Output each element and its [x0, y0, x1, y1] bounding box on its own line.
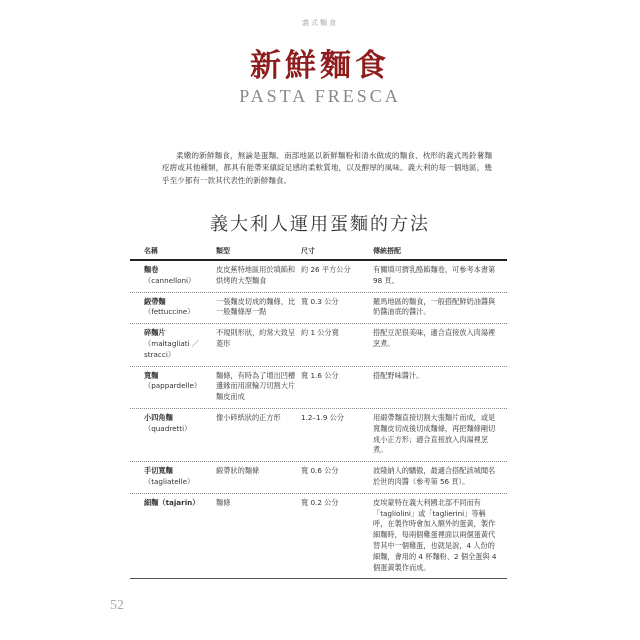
page-number: 52 — [110, 598, 124, 613]
name-it: （tagliatelle） — [144, 476, 195, 486]
intro-paragraph: 柔嫩的新鮮麵食，無論是蛋麵、南部地區以新鮮麵粉和清水做成的麵食、枕形的義式馬鈴薯麵疙瘩或其他種類，都具有能帶來縝綻足感的柔軟質地，以及醇厚的風味。義大利的每一個地區，幾乎至少都有一款其代表性的新鮮麵食。 — [162, 151, 492, 185]
pairing-cell: 波隆納人的驕傲，最適合搭配該城聞名於世的肉醬（參考第 56 頁）。 — [373, 466, 496, 486]
name-it: （maltagliati ／ stracci） — [144, 338, 200, 359]
name-it: （pappardelle） — [144, 381, 202, 391]
type-cell: 皮皮蕉特地區用於填餡和烘烤的大型麵食 — [216, 265, 296, 285]
name-zh: 麵卷 — [144, 265, 159, 274]
pairing-cell: 有關填可擠乳酪餡麵卷，可參考本書第 98 頁。 — [373, 265, 496, 285]
name-cell — [130, 328, 200, 360]
type-cell: 麵條 — [216, 497, 231, 507]
table-header — [130, 244, 507, 261]
size-cell: 寬 0.2 公分 — [301, 497, 339, 507]
size-cell: 約 1 公分寬 — [301, 328, 339, 338]
header-name: 名稱 — [144, 247, 158, 255]
table-row — [130, 324, 507, 366]
type-cell: 一張麵皮切成的麵條，比一般麵條厚一點 — [216, 296, 296, 317]
name-zh: 碎麵片 — [144, 328, 166, 338]
table-row — [130, 409, 507, 462]
table-row — [130, 261, 507, 293]
name-cell — [130, 297, 200, 319]
name-cell — [130, 265, 200, 287]
name-cell — [130, 371, 200, 403]
pairing-cell: 用緞帶麵直接切割大張麵片而成，或是寬麵皮切成後切成麵條，再把麵條剛切成小正方形；適合直接放入肉湯裡烹煮。 — [373, 412, 496, 455]
name-zh: 手切寬麵 — [144, 466, 173, 476]
header-type: 類型 — [216, 247, 230, 255]
name-cell — [130, 466, 200, 488]
table-row — [130, 293, 507, 325]
name-zh: 小四角麵 — [144, 412, 173, 422]
section-title: 義大利人運用蛋麵的方法 — [210, 214, 430, 235]
pairing-cell: 搭配野味醬汁。 — [373, 370, 424, 380]
name-cell — [130, 413, 200, 456]
name-it: （quadretti） — [144, 423, 192, 433]
pasta-table — [130, 244, 507, 579]
page-title: 新鮮麵食 — [250, 48, 390, 84]
pairing-cell: 皮埃蒙特在義大利國北部不同而有「tagliolini」或「taglierini」等稱呼，在製作時會加入額外的蛋黃，製作細麵時，每兩個雞蛋裡面以兩個蛋黃代替其中一個雞蛋，也就是說，4 人份的細麵，會用的 4 杯麵粉、2 個全蛋與 4 個蛋黃製作而成。 — [373, 497, 497, 572]
page-subtitle: PASTA FRESCA — [239, 86, 401, 106]
size-cell: 寬 0.6 公分 — [301, 466, 339, 476]
header-size: 尺寸 — [301, 247, 315, 255]
size-cell: 1.2–1.9 公分 — [301, 412, 345, 422]
name-it: （cannelloni） — [144, 275, 196, 285]
size-cell: 寬 0.3 公分 — [301, 296, 339, 306]
pairing-cell: 搭配豆泥很美味，適合直接放入肉湯裡烹煮。 — [373, 328, 496, 348]
name-zh: 寬麵 — [144, 370, 159, 380]
size-cell: 約 26 平方公分 — [301, 265, 351, 274]
size-cell: 寬 1.6 公分 — [301, 370, 339, 380]
type-cell: 緞帶狀的麵條 — [216, 466, 260, 476]
type-cell: 麵條，有時為了增出凹槽邊緣而用滾輪刀切割大片麵皮而成 — [216, 370, 296, 402]
pairing-cell: 羅馬地區的麵食，一般搭配鮮奶油醬與奶醬油底的醬汁。 — [373, 296, 496, 317]
header-pairing: 傳統搭配 — [373, 247, 401, 255]
name-zh: 細麵（tajarin） — [144, 497, 200, 507]
name-it: （fettuccine） — [144, 307, 195, 317]
table-row — [130, 462, 507, 494]
name-cell — [130, 498, 200, 574]
table-row — [130, 494, 507, 580]
name-zh: 緞帶麵 — [144, 296, 166, 306]
running-head: 義式麵食 — [302, 19, 338, 27]
table-row — [130, 367, 507, 409]
type-cell: 不規則形狀，約常大致呈菱形 — [216, 328, 296, 348]
type-cell: 像小碎紙狀的正方形 — [216, 412, 281, 422]
